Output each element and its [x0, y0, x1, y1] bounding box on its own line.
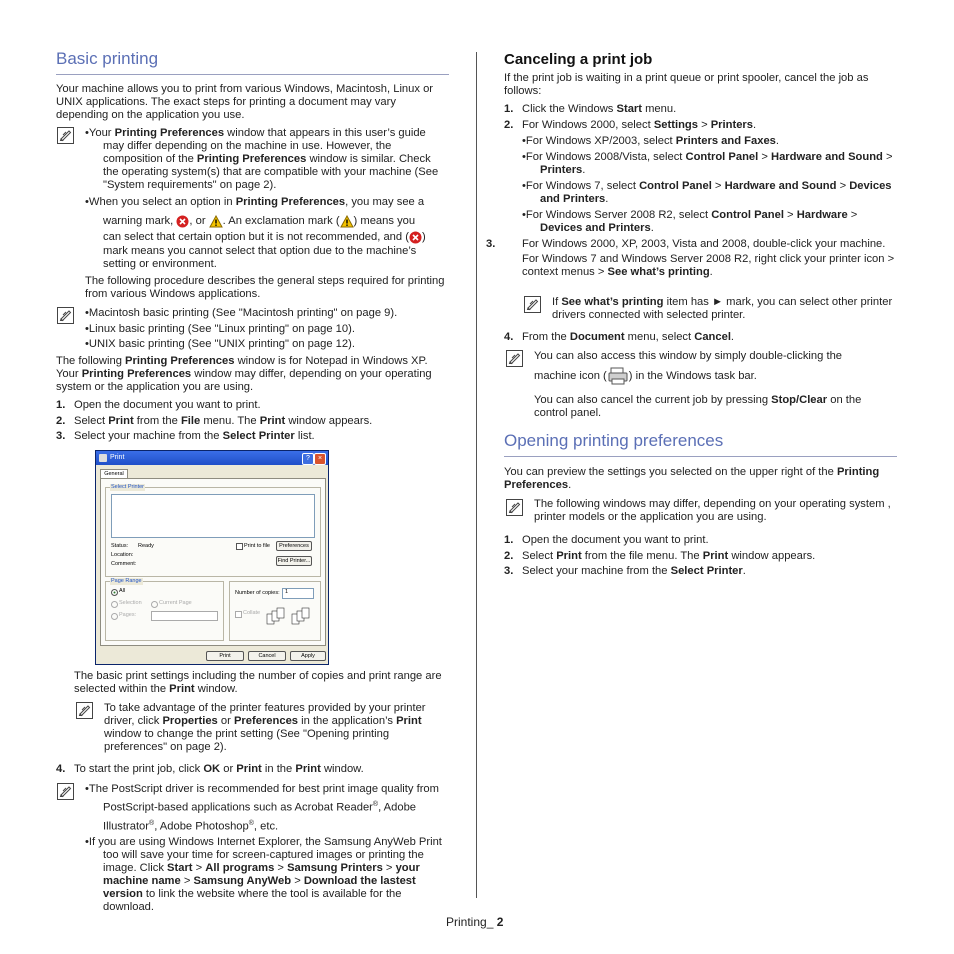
copies-input[interactable]: 1	[282, 588, 314, 599]
option-xp: •For Windows XP/2003, select Printers and Faxes.	[522, 135, 779, 147]
cancel-step-3: 3. For Windows 2000, XP, 2003, Vista and 2008, double-click your machine.	[486, 238, 886, 250]
note-icon	[57, 127, 74, 144]
pages-input[interactable]	[151, 611, 218, 621]
note-icon	[57, 783, 74, 800]
selection-radio[interactable]	[111, 601, 118, 608]
note-1-error-line: can select that certain option but it is not recommended, and ( )	[103, 231, 426, 243]
note-2	[85, 306, 449, 353]
note-icon	[506, 499, 523, 516]
note-1	[85, 127, 449, 301]
steps-list	[56, 398, 449, 445]
section-heading-opening-preferences: Opening printing preferences	[504, 431, 724, 450]
pages-label: Pages:	[119, 612, 137, 618]
location-label: Location:	[111, 552, 134, 558]
step-4: 4. To start the print job, click OK or Print in the Print window.	[56, 763, 364, 775]
op-steps	[504, 533, 897, 580]
collate-checkbox[interactable]	[235, 611, 242, 618]
error-mark-icon	[409, 231, 422, 244]
print-to-file-checkbox[interactable]	[236, 543, 243, 550]
print-dialog-screenshot	[95, 450, 329, 665]
pages-radio[interactable]	[111, 613, 118, 620]
cancel-step-2: 2. For Windows 2000, select Settings > Printers.	[504, 119, 757, 131]
cancel-step-2-options	[504, 133, 897, 235]
note-icon	[506, 350, 523, 367]
note-2-unix: •UNIX basic printing (See "UNIX printing" on page 12).	[85, 338, 355, 350]
option-win7: •For Windows 7, select Control Panel > Hardware and Sound > Devices and Printers.	[522, 180, 892, 205]
tab-general[interactable]: General	[100, 469, 128, 479]
op-note: The following windows may differ, depending on your operating system , printer models or the application you are using.	[534, 498, 891, 523]
option-vista: •For Windows 2008/Vista, select Control Panel > Hardware and Sound > Printers.	[522, 151, 893, 176]
op-step-1: 1. Open the document you want to print.	[504, 534, 709, 546]
copies-group	[229, 581, 321, 641]
preferences-button[interactable]: Preferences	[276, 541, 312, 551]
help-icon[interactable]: ?	[302, 453, 314, 465]
cancel-note-2-line-2: machine icon ( ) in the Windows task bar.	[534, 365, 897, 387]
selection-label: Selection	[119, 600, 142, 606]
select-printer-label: Select Printer	[111, 484, 145, 490]
intro-paragraph: Your machine allows you to print from various Windows, Macintosh, Linux or UNIX applications. The exact steps for printing a document may vary depending on the application you use.	[56, 83, 434, 121]
page-range-group	[105, 578, 224, 641]
cancel-step-4: 4. From the Document menu, select Cancel.	[504, 331, 735, 343]
note-icon	[524, 296, 541, 313]
cancel-button[interactable]: Cancel	[248, 651, 286, 661]
all-radio[interactable]	[111, 589, 118, 596]
copies-label: Number of copies:	[235, 590, 280, 596]
comment-label: Comment:	[111, 561, 137, 567]
note-3: To take advantage of the printer features provided by your printer driver, click Properties or Preferences in the application’s Print window to change the print setting (See "Opening printing preferences" on page 2).	[104, 702, 426, 753]
tab-panel	[100, 478, 326, 646]
note-1-bullet-2: •When you select an option in Printing Preferences, you may see a	[85, 196, 425, 208]
cancel-step-1: 1. Click the Windows Start menu.	[504, 103, 677, 115]
cancel-note-2	[534, 350, 897, 420]
note-1-warning-line: warning mark, , or . An exclamation mark ( ) means you	[103, 215, 416, 227]
status-label: Status:	[111, 543, 129, 549]
machine-icon	[607, 366, 629, 386]
cancel-steps	[486, 101, 897, 279]
printer-list[interactable]	[111, 494, 315, 538]
step-3: 3. Select your machine from the Select Printer list.	[56, 430, 315, 442]
select-printer-group	[105, 484, 321, 577]
exclamation-mark-icon	[340, 215, 354, 228]
note-1-bullet-1: •Your Printing Preferences window that appears in this user’s guide may differ depending on the machine in use. However, the composition of the Printing Preferences window is similar. Check the operating system(s) that are compatible with your machine (See "System requirements" on page 2).	[85, 127, 439, 191]
dialog-title-bar	[96, 451, 328, 465]
current-page-radio[interactable]	[151, 601, 158, 608]
page-number: 2	[496, 915, 504, 929]
option-server: •For Windows Server 2008 R2, select Control Panel > Hardware > Devices and Printers.	[522, 209, 858, 234]
footer-label: Printing_	[446, 915, 497, 929]
step-2: 2. Select Print from the File menu. The Print window appears.	[56, 414, 373, 427]
apply-button[interactable]: Apply	[290, 651, 326, 661]
note-icon	[76, 702, 93, 719]
note-4-postscript: •The PostScript driver is recommended for best print image quality from PostScript-based applications such as Acrobat Reader®, Adobe Illustrator®, Adobe Photoshop®, etc.	[85, 783, 439, 833]
after-dialog-paragraph: The basic print settings including the number of copies and print range are selected within the Print window.	[74, 670, 442, 695]
note-1-procedure-text: The following procedure describes the general steps required for printing from various Windows applications.	[85, 275, 445, 300]
step-1: 1. Open the document you want to print.	[56, 399, 261, 411]
note-1-error-line-end: mark means you cannot select that option due to the machine’s setting or environment.	[103, 245, 417, 270]
dialog-title: Print	[110, 454, 125, 461]
cancel-note-1: If See what’s printing item has ► mark, you can select other printer drivers connected with selected printer.	[552, 296, 893, 321]
note-4	[85, 782, 449, 914]
all-label: All	[119, 588, 126, 594]
cancel-step-3-win7: For Windows 7 and Windows Server 2008 R2, right click your printer icon > context menus > See what’s printing.	[522, 253, 895, 278]
note-icon	[57, 307, 74, 324]
close-icon[interactable]: ×	[314, 453, 326, 465]
current-page-label: Current Page	[159, 600, 192, 606]
cancel-note-2-stop: You can also cancel the current job by pressing Stop/Clear on the control panel.	[534, 394, 862, 419]
op-step-3: 3. Select your machine from the Select Printer.	[504, 565, 746, 577]
printer-small-icon	[99, 454, 107, 462]
cancel-intro: If the print job is waiting in a print queue or print spooler, cancel the job as follows:	[504, 72, 869, 97]
warning-mark-icon	[209, 215, 223, 228]
status-value: Ready	[138, 543, 154, 549]
page-range-label: Page Range	[111, 578, 142, 584]
find-printer-button[interactable]: Find Printer...	[277, 558, 311, 564]
note-4-anyweb: •If you are using Windows Internet Explorer, the Samsung AnyWeb Print too will save your time for screen-captured images or printing the image. Click Start > All programs > Samsung Printers > your machine name > Samsung AnyWeb > Download the lastest version to link the website where the tool is available for the download.	[85, 836, 442, 914]
collate-label: Collate	[243, 610, 261, 616]
error-mark-icon	[176, 215, 189, 228]
column-divider	[476, 52, 477, 898]
print-button[interactable]: Print	[206, 651, 244, 661]
print-to-file-label: Print to file	[244, 543, 270, 549]
section-heading-canceling: Canceling a print job	[504, 51, 653, 68]
heading-rule	[504, 456, 897, 457]
heading-rule	[56, 74, 449, 75]
note-2-linux: •Linux basic printing (See "Linux printing" on page 10).	[85, 322, 355, 335]
cancel-note-2-line-1: You can also access this window by simply double-clicking the	[534, 350, 843, 362]
op-step-2: 2. Select Print from the file menu. The Print window appears.	[504, 549, 816, 562]
note-2-mac: •Macintosh basic printing (See "Macintosh printing" on page 9).	[85, 307, 398, 319]
page-footer	[446, 916, 503, 929]
section-heading-basic-printing: Basic printing	[56, 49, 159, 68]
collate-pages-icon	[266, 606, 316, 628]
notepad-paragraph: The following Printing Preferences window is for Notepad in Windows XP. Your Printing Preferences window may differ, depending on your operating system or the application you are using.	[56, 355, 432, 393]
op-intro: You can preview the settings you selected on the upper right of the Printing Preferences.	[504, 466, 880, 491]
